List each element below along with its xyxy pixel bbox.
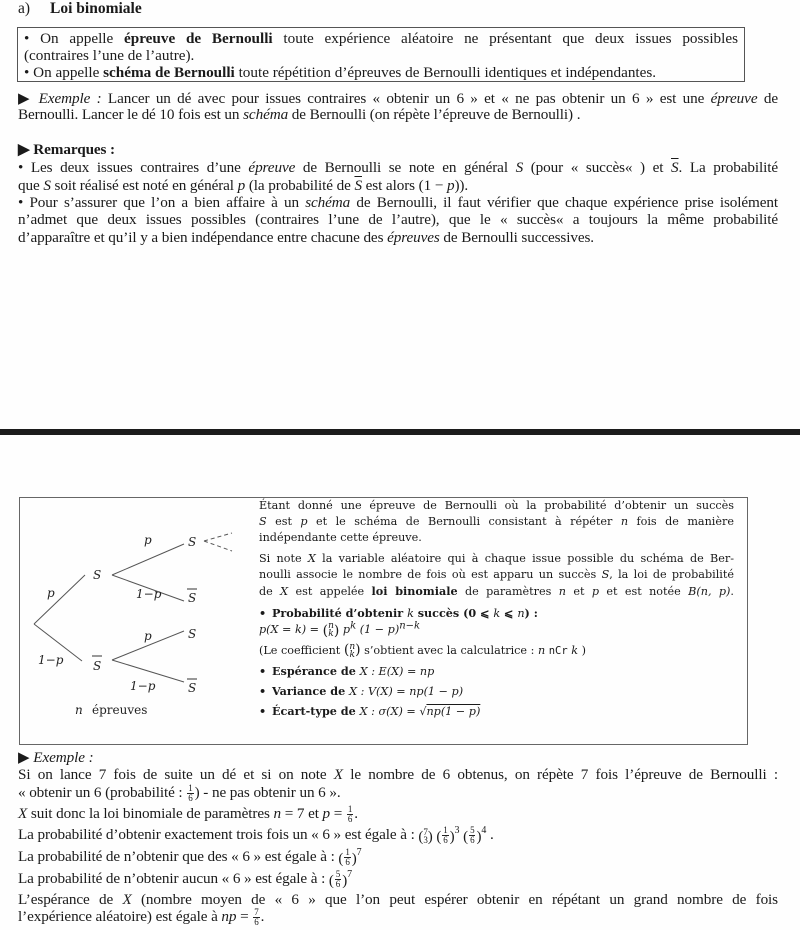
tree-footer-n: n bbox=[75, 703, 83, 717]
branch-label-1-p: 1−p bbox=[38, 653, 64, 667]
probability-formula: p(X = k) = ( n k ) $p^k$ $(1 - p)^{n-k}$ bbox=[259, 620, 421, 639]
tree-footer-label: épreuves bbox=[92, 703, 148, 717]
example1-line1: ▶ Exemple : Lancer un dé avec pour issues contraires « obtenir un 6 » et « ne pas obtenir un 6 » est une épreuve de bbox=[18, 90, 778, 107]
node-S-bar: S bbox=[188, 591, 197, 605]
triangle-bullet-icon: ▶ bbox=[18, 749, 30, 766]
definition-bernoulli-scheme: • On appelle schéma de Bernoulli toute répétition d’épreuves de Bernoulli identiques et indépendantes. bbox=[24, 64, 657, 81]
remark2-line1: • Pour s’assurer que l’on a bien affaire à un schéma de Bernoulli, il faut vérifier que chaque expérience prise isolément bbox=[18, 194, 779, 211]
example2-line2: « obtenir un 6 (probabilité : $\frac{1}{6}$ ) - ne pas obtenir un 6 ». bbox=[18, 783, 341, 804]
standard-deviation: • Écart-type de X : σ(X) = √np(1 − p) bbox=[259, 704, 481, 718]
node-S: S bbox=[93, 568, 102, 582]
coefficient-note: (Le coefficient ( n k ) s’obtient avec la calculatrice : n nCr k ) bbox=[259, 642, 586, 660]
section-title bbox=[18, 0, 142, 18]
binomial-definition: Étant donné une épreuve de Bernoulli où la probabilité d’obtenir un succès S est p et le schéma de Bernoulli consistant à répéter n fois de manière indépendante cette épreuve. Si note X la variable aléatoire qui à chaque issue possible du schéma de Ber- noulli associe le nombre de fois où est apparu un succès S, la loi de probabilité de X est appelée loi binomiale de paramètres n et p et est notée B(n, p). • Probabilité d’obtenir k succès (0 ⩽ k ⩽ n) : p(X = k) = ( n k ) $p^k$ $(1 - p)^{n-k}$ (Le coefficient ( n k ) s’obtient avec la calculatrice : n nCr k ) • Espérance de X : E(X) = np • Variance de X : V(X) = np(1 − p) • Écart-type de X : σ(X) = √np(1 − p) bbox=[259, 499, 734, 718]
bullet: • bbox=[24, 30, 30, 47]
section-heading: Loi binomiale bbox=[50, 0, 142, 17]
node-S: S bbox=[188, 535, 197, 549]
remark2-line3: d’apparaître et qu’il y a bien indépendance entre chacune des épreuves de Bernoulli successives. bbox=[18, 229, 595, 246]
branch-label-1-p: 1−p bbox=[130, 679, 156, 693]
branch-label-p: p bbox=[144, 533, 152, 547]
definition-line2: (contraires l’une de l’autre). bbox=[24, 47, 195, 64]
probability-tree-diagram bbox=[20, 498, 260, 744]
definition-bernoulli-trial: • On appelle épreuve de Bernoulli toute expérience aléatoire ne présentant que deux issues possibles bbox=[24, 30, 739, 47]
branch-label-p: p bbox=[144, 629, 152, 643]
section-label: a) bbox=[18, 0, 31, 17]
bullet: • bbox=[18, 159, 24, 176]
node-S: S bbox=[188, 627, 197, 641]
example2-line6: La probabilité de n’obtenir aucun « 6 » est égale à : ( $\frac{5}{6}$ )$^7$ bbox=[18, 868, 353, 890]
bullet: • bbox=[18, 194, 24, 211]
remark1-line2: que S soit réalisé est noté en général p (la probabilité de $\overline{S}$ est alors (1 − p)). bbox=[18, 177, 469, 194]
example2-line5: La probabilité de n’obtenir que des « 6 » est égale à : ( $\frac{1}{6}$ )$^7$ bbox=[18, 846, 362, 868]
remark1-line1: • Les deux issues contraires d’une épreuve de Bernoulli se note en général S (pour « succès« ) et $\overline{S}$. La probabilité bbox=[18, 159, 779, 176]
example2-line3: X suit donc la loi binomiale de paramètres n = 7 et p = $\frac{1}{6}$ . bbox=[18, 804, 358, 825]
example2-label: ▶ Exemple : bbox=[18, 749, 94, 766]
example2-line1: Si on lance 7 fois de suite un dé et si on note X le nombre de 6 obtenus, on répète 7 fois l’épreuve de Bernoulli : bbox=[18, 766, 778, 783]
example2-line4: La probabilité d’obtenir exactement trois fois un « 6 » est égale à : ( 7 3 ) ( $\frac{1}{6}$ )$^3$ ( $\frac{5}{6}$ )$^4$ . bbox=[18, 824, 494, 846]
expectation: • Espérance de X : E(X) = np bbox=[259, 664, 435, 678]
node-S-bar: S bbox=[93, 659, 102, 673]
variance: • Variance de X : V(X) = np(1 − p) bbox=[259, 684, 464, 698]
bullet: • bbox=[24, 64, 30, 81]
branch-label-p: p bbox=[47, 586, 55, 600]
page-separator bbox=[0, 429, 800, 435]
remarks-heading: ▶ Remarques : bbox=[18, 141, 116, 158]
triangle-bullet-icon: ▶ bbox=[18, 141, 30, 158]
example2-line8: l’expérience aléatoire) est égale à np = $\frac{7}{6}$ . bbox=[18, 907, 265, 928]
example2-line7: L’espérance de X (nombre moyen de « 6 » que l’on peut espérer obtenir en répétant un grand nombre de fois bbox=[18, 891, 778, 908]
remark2-line2: n’admet que deux issues possibles (contraires l’une de l’autre), que le « succès« a toujours la même probabilité bbox=[18, 211, 778, 228]
binomial-law-box bbox=[19, 497, 748, 745]
triangle-bullet-icon: ▶ bbox=[18, 90, 33, 107]
definition-box bbox=[17, 27, 745, 82]
example1-line2: Bernoulli. Lancer le dé 10 fois est un schéma de Bernoulli (on répète l’épreuve de Bernoulli) . bbox=[18, 106, 581, 123]
node-S-bar: S bbox=[188, 681, 197, 695]
probability-formula-heading: • Probabilité d’obtenir k succès (0 ⩽ k ⩽ n) : bbox=[259, 606, 538, 620]
branch-label-1-p: 1−p bbox=[136, 587, 162, 601]
